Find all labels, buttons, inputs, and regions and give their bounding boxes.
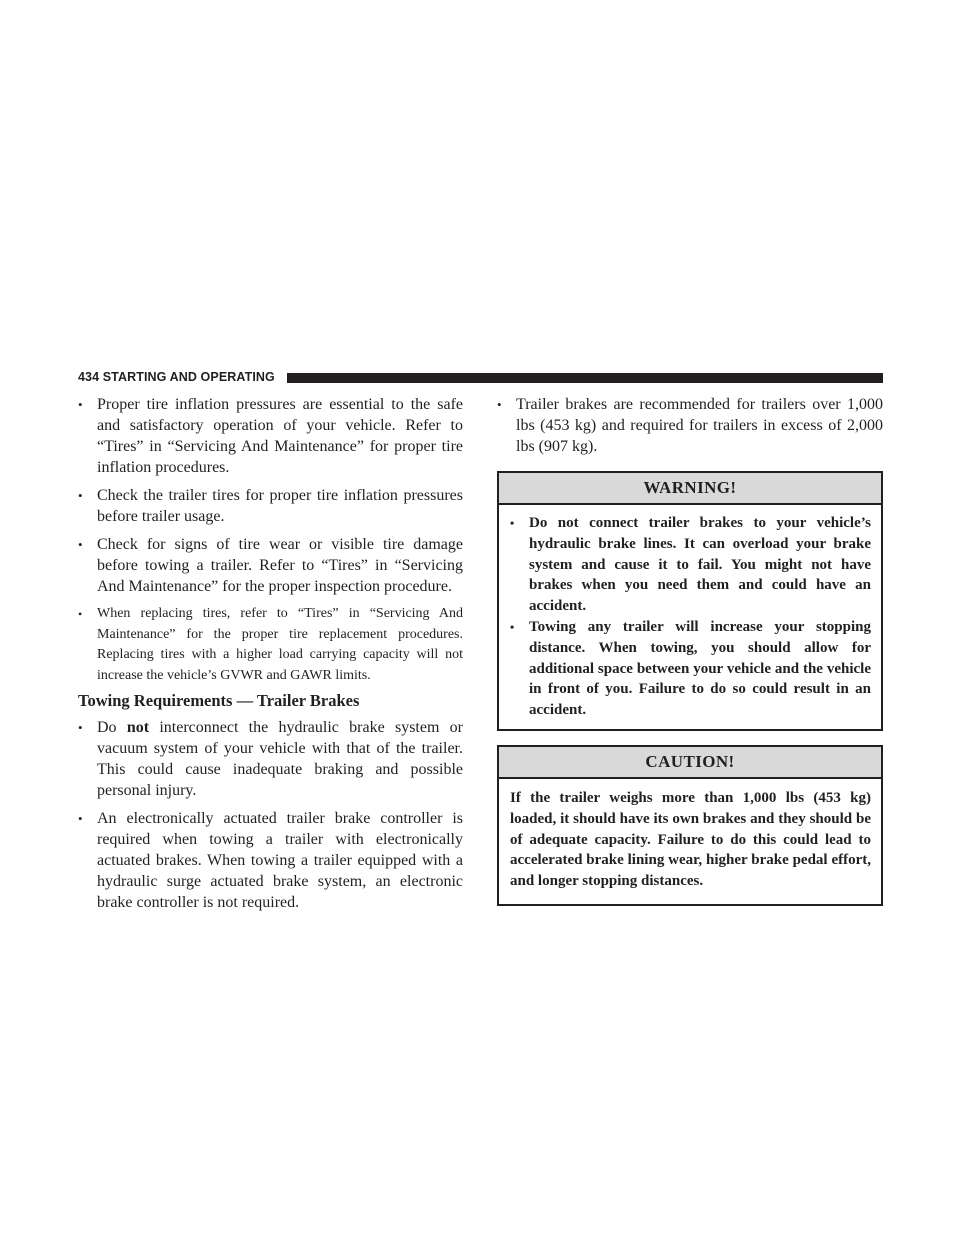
list-item	[78, 604, 463, 686]
list-item-text: interconnect the hydraulic brake system or vacuum system of your vehicle with that of the trailer. This could cause inadequate braking and possible personal injury.	[97, 719, 463, 799]
bullet-icon: •	[78, 811, 83, 826]
header-label	[78, 370, 275, 384]
emphasis-not: not	[126, 719, 150, 736]
list-item-text: Trailer brakes are recommended for trailers over 1,000 lbs (453 kg) and required for trailers in excess of 2,000 lbs (907 kg).	[516, 396, 883, 455]
list-item	[78, 808, 463, 913]
page-header	[78, 371, 883, 385]
page-number: 434	[78, 370, 100, 384]
bullet-icon: •	[497, 397, 502, 412]
warning-item-text: Do not connect trailer brakes to your vehicle’s hydraulic brake lines. It can overload your brake system and cause it to fail. You might not have brakes when you need them and could have an accident.	[529, 515, 871, 615]
right-column	[497, 394, 883, 906]
bullet-icon: •	[78, 720, 83, 735]
list-item	[78, 717, 463, 801]
warning-title: WARNING!	[499, 473, 881, 505]
caution-text: If the trailer weighs more than 1,000 lbs (453 kg) loaded, it should have its own brakes and they should be of adequate capacity. Failure to do this could lead to accelerated brake lining wear, higher brake pedal effort, and longer stopping distances.	[510, 789, 871, 890]
list-item	[78, 485, 463, 527]
list-item-text: Check for signs of tire wear or visible tire damage before towing a trailer. Refer to “Tires” in “Servicing And Maintenance” for the proper inspection procedure.	[97, 536, 463, 595]
warning-item	[510, 617, 871, 721]
list-item-text-prefix: Do	[97, 719, 117, 736]
bullet-icon: •	[78, 537, 83, 552]
warning-item	[510, 513, 871, 617]
warning-item-text: Towing any trailer will increase your stopping distance. When towing, you should allow for additional space between your vehicle and the vehicle in front of you. Failure to do so could result in an accident.	[529, 618, 871, 719]
section-title: STARTING AND OPERATING	[102, 370, 275, 384]
left-column	[78, 394, 463, 920]
warning-body	[499, 505, 881, 729]
caution-box	[497, 745, 883, 906]
list-item	[497, 394, 883, 457]
bullet-icon: •	[78, 397, 83, 412]
caution-title: CAUTION!	[499, 747, 881, 779]
list-item	[78, 534, 463, 597]
bullet-icon: •	[510, 516, 515, 530]
caution-body	[499, 779, 881, 904]
list-item-text: Proper tire inflation pressures are essential to the safe and satisfactory operation of your vehicle. Refer to “Tires” in “Servicing And Maintenance” for proper tire inflation procedures.	[97, 396, 463, 476]
bullet-icon: •	[78, 488, 83, 503]
list-item-text: When replacing tires, refer to “Tires” in “Servicing And Maintenance” for the proper tire replacement procedures. Replacing tires with a higher load carrying capacity will not increase the vehicle’s GVWR and GAWR limits.	[97, 606, 463, 683]
list-item	[78, 394, 463, 478]
warning-box	[497, 471, 883, 731]
list-item-text: An electronically actuated trailer brake controller is required when towing a trailer with electronically actuated brakes. When towing a trailer equipped with a hydraulic surge actuated brake system, an electronic brake controller is not required.	[97, 810, 463, 911]
bullet-icon: •	[510, 619, 515, 634]
list-item-text: Check the trailer tires for proper tire inflation pressures before trailer usage.	[97, 487, 463, 525]
section-heading: Towing Requirements — Trailer Brakes	[78, 691, 360, 710]
header-rule	[287, 373, 883, 383]
bullet-icon: •	[78, 607, 83, 621]
